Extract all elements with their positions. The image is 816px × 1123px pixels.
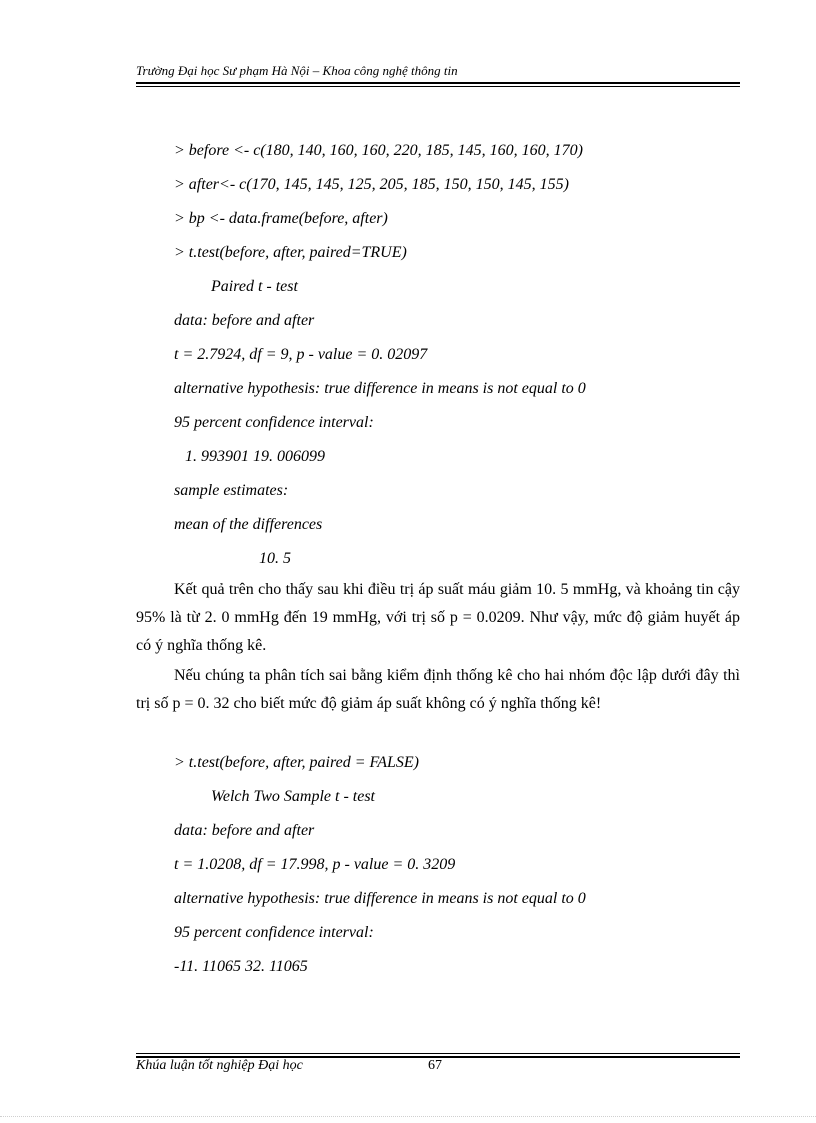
page-number: 67 <box>428 1058 442 1073</box>
footer-rule-thin <box>136 1053 740 1054</box>
header-rule-thick <box>136 82 740 84</box>
code-line: > t.test(before, after, paired=TRUE) <box>174 244 407 261</box>
page-edge-dotted-line <box>0 1116 816 1117</box>
paragraph: Kết quả trên cho thấy sau khi điều trị áp suất máu giảm 10. 5 mmHg, và khoảng tin cậy 95% là từ 2. 0 mmHg đến 19 mmHg, với trị số p = 0.0209. Như vậy, mức độ giảm huyết áp có ý nghĩa thống kê. <box>136 581 740 654</box>
code-line: alternative hypothesis: true difference in means is not equal to 0 <box>174 890 586 907</box>
code-line: > t.test(before, after, paired = FALSE) <box>174 754 419 771</box>
code-line: -11. 11065 32. 11065 <box>174 958 308 975</box>
code-line: t = 2.7924, df = 9, p - value = 0. 02097 <box>174 346 428 363</box>
code-line: alternative hypothesis: true difference in means is not equal to 0 <box>174 380 586 397</box>
code-line: 1. 993901 19. 006099 <box>185 448 325 465</box>
code-line: > after<- c(170, 145, 145, 125, 205, 185, 150, 150, 145, 155) <box>174 176 569 193</box>
code-line: 10. 5 <box>259 550 291 567</box>
code-line: Paired t - test <box>211 278 298 295</box>
code-line: > before <- c(180, 140, 160, 160, 220, 185, 145, 160, 160, 170) <box>174 142 583 159</box>
header-title: Trường Đại học Sư phạm Hà Nội – Khoa công nghệ thông tin <box>136 63 458 78</box>
code-line: data: before and after <box>174 312 315 329</box>
code-line: 95 percent confidence interval: <box>174 414 374 431</box>
code-line: t = 1.0208, df = 17.998, p - value = 0. 3209 <box>174 856 456 873</box>
code-line: mean of the differences <box>174 516 323 533</box>
footer-label: Khúa luận tốt nghiệp Đại học <box>136 1058 303 1073</box>
code-line: data: before and after <box>174 822 315 839</box>
paragraph: Nếu chúng ta phân tích sai bằng kiểm định thống kê cho hai nhóm độc lập dưới đây thì trị số p = 0. 32 cho biết mức độ giảm áp suất không có ý nghĩa thống kê! <box>136 667 740 712</box>
code-line: > bp <- data.frame(before, after) <box>174 210 388 227</box>
header-rule-thin <box>136 86 740 87</box>
code-line: 95 percent confidence interval: <box>174 924 374 941</box>
code-line: Welch Two Sample t - test <box>211 788 375 805</box>
code-line: sample estimates: <box>174 482 289 499</box>
